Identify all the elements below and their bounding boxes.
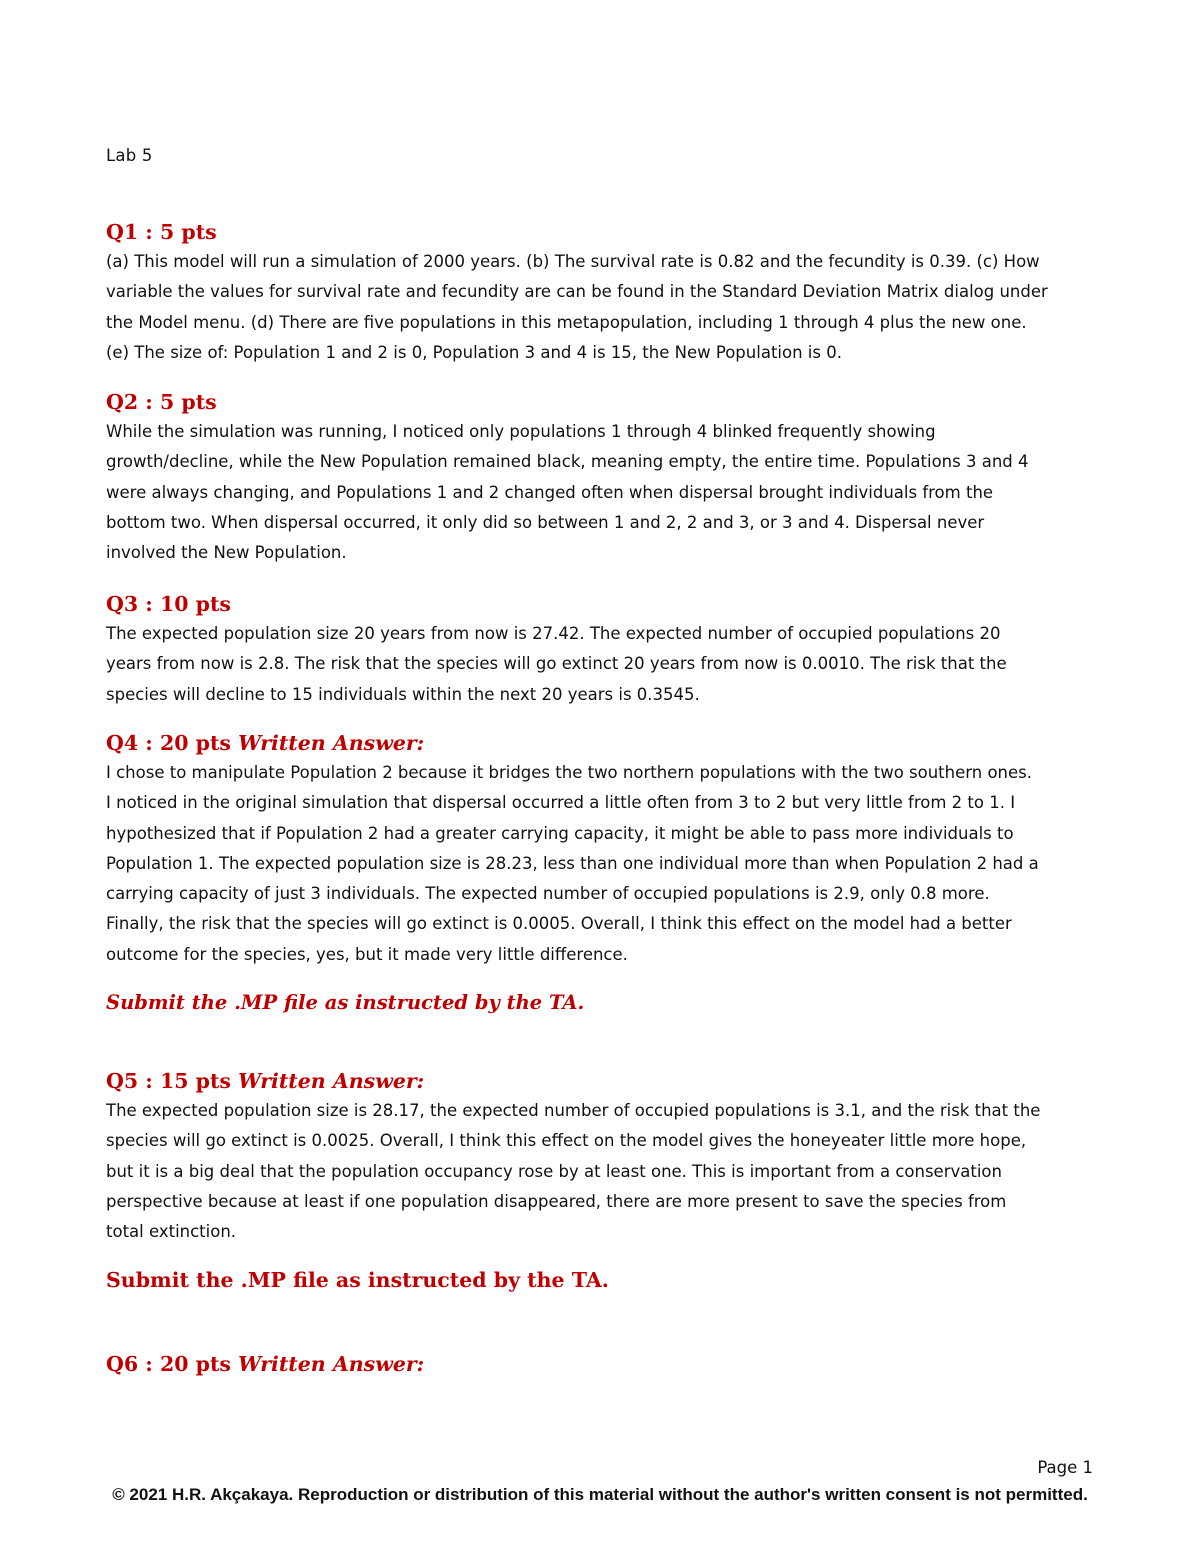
question-answer: I chose to manipulate Population 2 because it bridges the two northern populations with the two southern ones. I noticed in the original simulation that dispersal occurred a little often from 3 to 2 but very little from 2 to 1. I hypothesized that if Population 2 had a greater carrying capacity, it might be able to pass more individuals to Population 1. The expected population size is 28.23, less than one individual more than when Population 2 had a carrying capacity of just 3 individuals. The expected number of occupied populations is 2.9, only 0.8 more. Finally, the risk that the species will go extinct is 0.0005. Overall, I think this effect on the model had a better outcome for the species, yes, but it made very little difference.	[106, 763, 1039, 964]
question-heading	[106, 388, 1116, 416]
question-q3	[106, 590, 1116, 710]
question-heading	[106, 729, 1116, 757]
question-heading-text: Q3 : 10 pts	[106, 592, 231, 616]
question-q1	[106, 218, 1116, 368]
question-heading-text: Q6 : 20 pts	[106, 1352, 231, 1376]
question-q5	[106, 1067, 1116, 1247]
question-answer: While the simulation was running, I noticed only populations 1 through 4 blinked frequently showing growth/decline, while the New Population remained black, meaning empty, the entire time. Populations 3 and 4 were always changing, and Populations 1 and 2 changed often when dispersal brought individuals from the bottom two. When dispersal occurred, it only did so between 1 and 2, 2 and 3, or 3 and 4. Dispersal never involved the New Population.	[106, 422, 1029, 563]
question-heading	[106, 1350, 1116, 1378]
copyright-notice: © 2021 H.R. Akçakaya. Reproduction or distribution of this material without the author's written consent is not permitted.	[112, 1485, 1088, 1504]
question-heading-text: Q4 : 20 pts	[106, 731, 231, 755]
question-heading-text: Q5 : 15 pts	[106, 1069, 231, 1093]
lab-title: Lab 5	[106, 146, 153, 165]
question-heading-text: Q1 : 5 pts	[106, 220, 217, 244]
submit-note: Submit the .MP file as instructed by the TA.	[106, 991, 585, 1014]
question-answer: (a) This model will run a simulation of 2000 years. (b) The survival rate is 0.82 and the fecundity is 0.39. (c) How variable the values for survival rate and fecundity are can be found in the Standard Deviation Matrix dialog under the Model menu. (d) There are five populations in this metapopulation, including 1 through 4 plus the new one. (e) The size of: Population 1 and 2 is 0, Population 3 and 4 is 15, the New Population is 0.	[106, 252, 1048, 362]
question-heading	[106, 218, 1116, 246]
question-q2	[106, 388, 1116, 568]
question-answer: The expected population size 20 years from now is 27.42. The expected number of occupied populations 20 years from now is 2.8. The risk that the species will go extinct 20 years from now is 0.0010. The risk that the species will decline to 15 individuals within the next 20 years is 0.3545.	[106, 624, 1007, 704]
question-q6	[106, 1350, 1116, 1378]
question-heading-text: Q2 : 5 pts	[106, 390, 217, 414]
question-heading	[106, 1067, 1116, 1095]
written-answer-label: Written Answer:	[238, 1069, 425, 1093]
question-answer: The expected population size is 28.17, the expected number of occupied populations is 3.1, and the risk that the species will go extinct is 0.0025. Overall, I think this effect on the model gives the honeyeater little more hope, but it is a big deal that the population occupancy rose by at least one. This is important from a conservation perspective because at least if one population disappeared, there are more present to save the species from total extinction.	[106, 1101, 1041, 1242]
submit-note: Submit the .MP file as instructed by the TA.	[106, 1268, 609, 1292]
written-answer-label: Written Answer:	[238, 1352, 425, 1376]
page-number: Page 1	[1037, 1458, 1093, 1477]
written-answer-label: Written Answer:	[238, 731, 425, 755]
question-q4	[106, 729, 1116, 970]
question-heading	[106, 590, 1116, 618]
